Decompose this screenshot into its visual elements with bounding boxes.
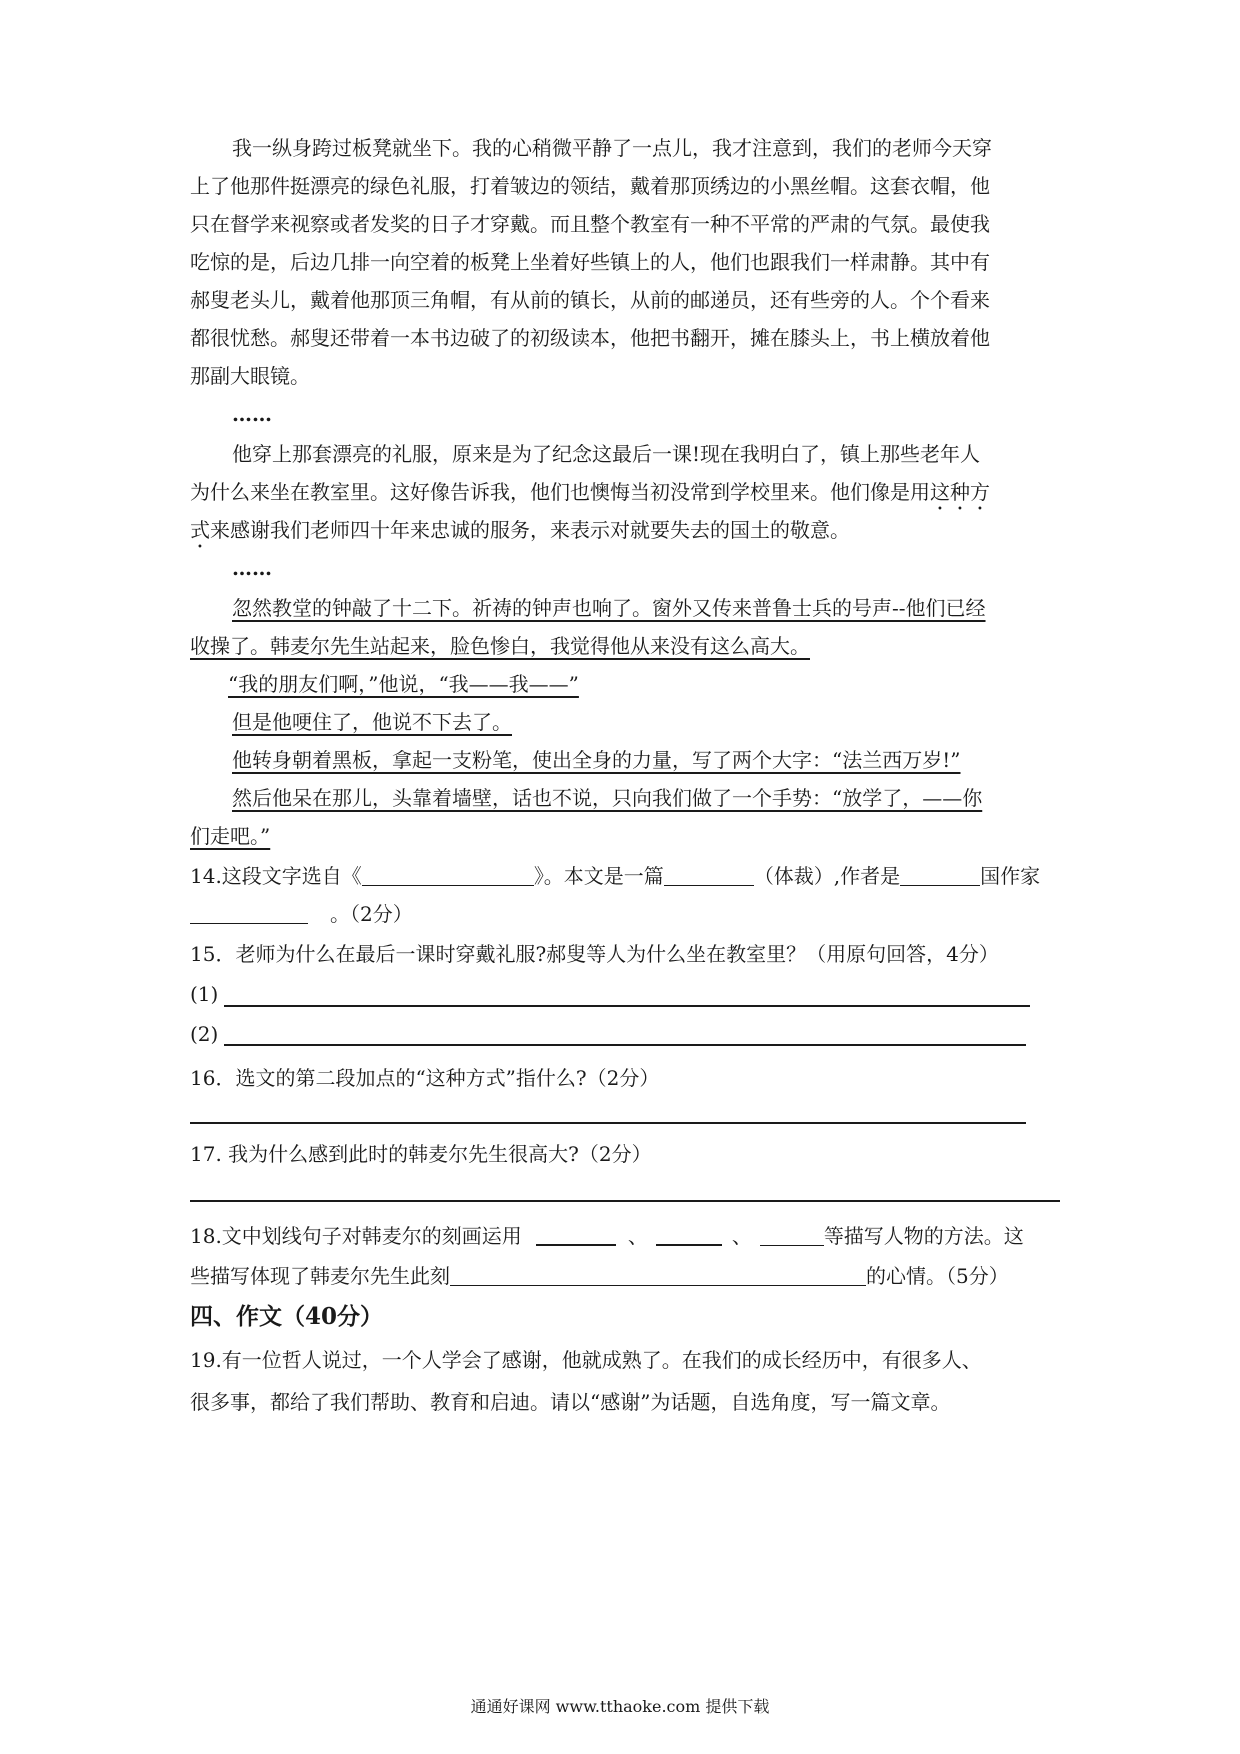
answer-blank[interactable] xyxy=(900,865,980,886)
answer-blank[interactable] xyxy=(362,865,534,886)
answer-label: (1) xyxy=(190,982,219,1006)
question-15: 15．老师为什么在最后一课时穿戴礼服?郝叟等人为什么坐在教室里？（用原句回答，4分） xyxy=(190,942,999,966)
answer-blank[interactable] xyxy=(760,1225,824,1246)
question-19: 19.有一位哲人说过，一个人学会了感谢，他就成熟了。在我们的成长经历中，有很多人、 xyxy=(190,1348,982,1372)
answer-blank[interactable] xyxy=(190,903,308,924)
answer-line[interactable] xyxy=(224,1044,1026,1046)
underlined-sentence: “我的朋友们啊，”他说，“我——我——” xyxy=(228,672,579,696)
answer-blank[interactable] xyxy=(664,865,754,886)
dotted-phrase: 这种方 xyxy=(930,480,990,504)
answer-blank[interactable] xyxy=(656,1224,722,1246)
answer-line[interactable] xyxy=(190,1122,1026,1124)
passage-p1-line: 吃惊的是，后边几排一向空着的板凳上坐着好些镇上的人，他们也跟我们一样肃静。其中有 xyxy=(190,250,990,274)
passage-p2-line: 式来感谢我们老师四十年来忠诚的服务，来表示对就要失去的国土的敬意。 xyxy=(190,518,850,542)
underlined-sentence: 他转身朝着黑板，拿起一支粉笔，使出全身的力量，写了两个大字：“法兰西万岁!” xyxy=(232,748,961,772)
answer-line[interactable] xyxy=(224,1005,1030,1007)
question-17: 17. 我为什么感到此时的韩麦尔先生很高大?（2分） xyxy=(190,1142,652,1166)
underlined-sentence: 收操了。韩麦尔先生站起来，脸色惨白，我觉得他从来没有这么高大。 xyxy=(190,634,810,658)
underlined-sentence: 但是他哽住了，他说不下去了。 xyxy=(232,710,512,734)
passage-p1-line: 郝叟老头儿，戴着他那顶三角帽，有从前的镇长，从前的邮递员，还有些旁的人。个个看来 xyxy=(190,288,990,312)
passage-p1-line: 那副大眼镜。 xyxy=(190,364,310,388)
answer-blank[interactable] xyxy=(536,1224,616,1246)
passage-p1-line: 都很忧愁。郝叟还带着一本书边破了的初级读本，他把书翻开，摊在膝头上，书上横放着他 xyxy=(190,326,990,350)
question-14: 14.这段文字选自《 》。本文是一篇 （体裁）,作者是 国作家 xyxy=(190,864,1041,888)
underlined-sentence: 忽然教堂的钟敲了十二下。祈祷的钟声也响了。窗外又传来普鲁士兵的号声--他们已经 xyxy=(232,596,986,620)
passage-p2-line: 他穿上那套漂亮的礼服，原来是为了纪念这最后一课!现在我明白了，镇上那些老年人 xyxy=(232,442,981,466)
page-footer: 通通好课网 www.tthaoke.com 提供下载 xyxy=(470,1697,770,1716)
answer-line[interactable] xyxy=(190,1200,1060,1202)
question-18-cont: 些描写体现了韩麦尔先生此刻 的心情。（5分） xyxy=(190,1264,1009,1288)
dotted-phrase: 式 xyxy=(190,518,210,542)
question-14-cont: 。（2分） xyxy=(190,900,1060,928)
passage-p1-line: 只在督学来视察或者发奖的日子才穿戴。而且整个教室有一种不平常的严肃的气氛。最使我 xyxy=(190,212,990,236)
question-18: 18.文中划线句子对韩麦尔的刻画运用 、 、 等描写人物的方法。这 xyxy=(190,1224,1024,1248)
passage-p2-line: 为什么来坐在教室里。这好像告诉我，他们也懊悔当初没常到学校里来。他们像是用这种方 xyxy=(190,480,990,504)
ellipsis: …… xyxy=(232,556,272,580)
question-19: 很多事，都给了我们帮助、教育和启迪。请以“感谢”为话题，自选角度，写一篇文章。 xyxy=(190,1390,951,1414)
section-heading: 四、作文（40分） xyxy=(190,1303,384,1330)
passage-p1-line: 我一纵身跨过板凳就坐下。我的心稍微平静了一点儿，我才注意到，我们的老师今天穿 xyxy=(232,136,992,160)
question-16: 16．选文的第二段加点的“这种方式”指什么?（2分） xyxy=(190,1066,660,1090)
answer-label: (2) xyxy=(190,1022,219,1046)
underlined-sentence: 然后他呆在那儿，头靠着墙壁，话也不说，只向我们做了一个手势：“放学了，——你 xyxy=(232,786,983,810)
ellipsis: …… xyxy=(232,402,272,426)
answer-blank[interactable] xyxy=(450,1265,866,1286)
underlined-sentence: 们走吧。” xyxy=(190,824,271,848)
passage-p1-line: 上了他那件挺漂亮的绿色礼服，打着皱边的领结，戴着那顶绣边的小黑丝帽。这套衣帽，他 xyxy=(190,174,990,198)
